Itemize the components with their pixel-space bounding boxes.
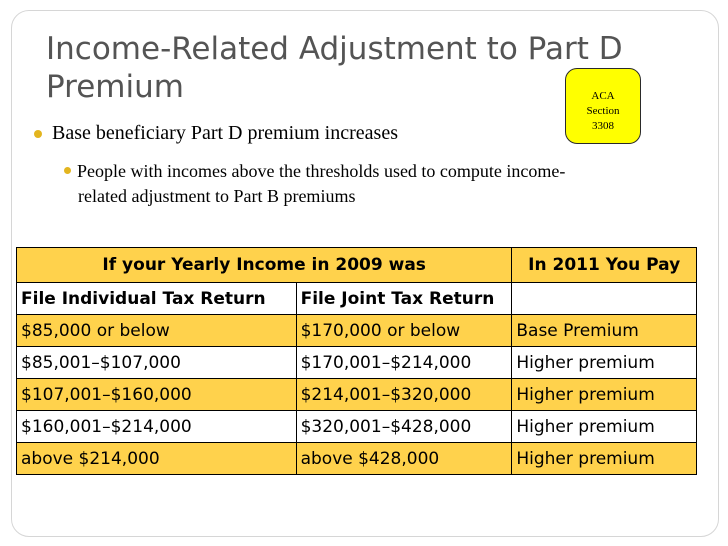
cell-joint: $214,001–$320,000 [296, 379, 512, 411]
table-row [17, 347, 697, 379]
table-header-row [17, 248, 697, 283]
cell-pay: Higher premium [512, 347, 697, 379]
bullet-dot-icon [34, 130, 42, 138]
slide-title-line1: Income-Related Adjustment to Part D [46, 31, 623, 67]
bullet-dot-icon [64, 167, 71, 174]
subheader-pay [512, 283, 697, 315]
subheader-individual: File Individual Tax Return [17, 283, 297, 315]
bullet-text-line2: related adjustment to Part B premiums [78, 186, 356, 206]
bullet-item-level2 [64, 159, 684, 209]
table-row [17, 443, 697, 475]
cell-individual: above $214,000 [17, 443, 297, 475]
cell-pay: Higher premium [512, 411, 697, 443]
cell-individual: $85,001–$107,000 [17, 347, 297, 379]
bullet-item-level1 [34, 122, 398, 145]
table-row [17, 379, 697, 411]
bullet-text: Base beneficiary Part D premium increases [52, 122, 398, 144]
income-premium-table [16, 247, 697, 475]
cell-joint: above $428,000 [296, 443, 512, 475]
cell-individual: $160,001–$214,000 [17, 411, 297, 443]
cell-pay: Higher premium [512, 379, 697, 411]
cell-pay: Base Premium [512, 315, 697, 347]
table-row [17, 411, 697, 443]
bullet-text-line1: People with incomes above the thresholds used to compute income- [77, 161, 566, 181]
cell-individual: $85,000 or below [17, 315, 297, 347]
badge-line2: Section [586, 105, 620, 117]
header-pay: In 2011 You Pay [512, 248, 697, 283]
cell-joint: $170,001–$214,000 [296, 347, 512, 379]
aca-section-badge [565, 68, 641, 144]
cell-pay: Higher premium [512, 443, 697, 475]
header-income: If your Yearly Income in 2009 was [17, 248, 512, 283]
table-subheader-row [17, 283, 697, 315]
subheader-joint: File Joint Tax Return [296, 283, 512, 315]
badge-line1: ACA [591, 90, 615, 102]
table-row [17, 315, 697, 347]
badge-line3: 3308 [592, 120, 614, 132]
slide-title-line2: Premium [46, 69, 184, 105]
cell-individual: $107,001–$160,000 [17, 379, 297, 411]
cell-joint: $320,001–$428,000 [296, 411, 512, 443]
cell-joint: $170,000 or below [296, 315, 512, 347]
